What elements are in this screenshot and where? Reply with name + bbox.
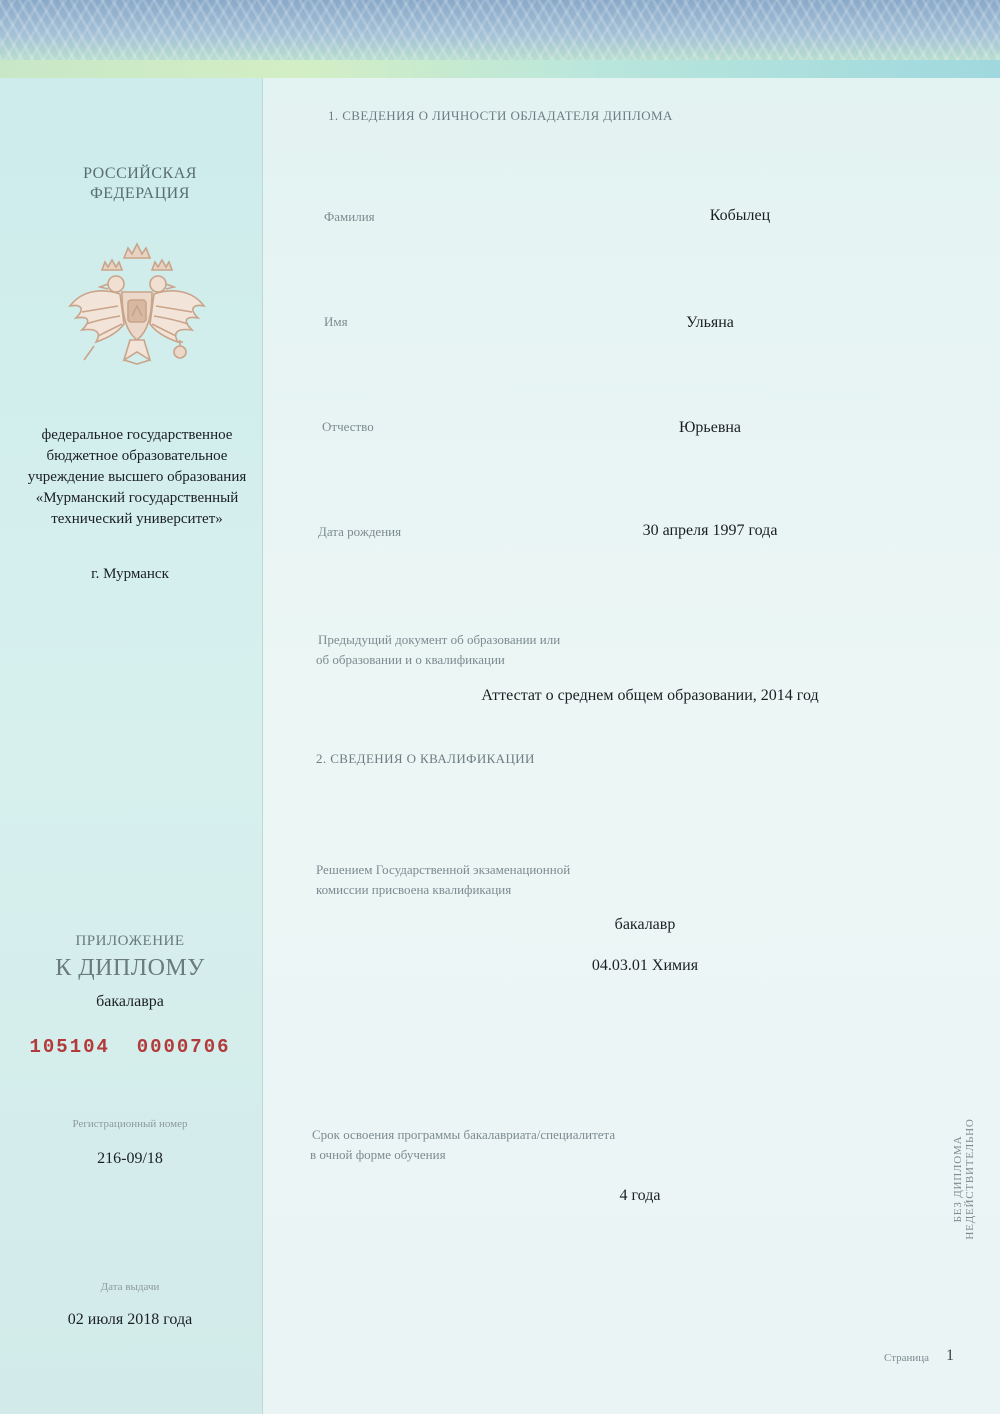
serial-number: 105104 0000706 <box>29 1036 231 1058</box>
main-panel <box>263 78 1000 1414</box>
org-line-1: федеральное государственное <box>41 427 233 443</box>
surname-label: Фамилия <box>324 209 375 224</box>
prev-doc-value: Аттестат о среднем общем образовании, 2014 год <box>481 687 819 704</box>
name-value: Ульяна <box>686 314 734 331</box>
country-line-2: ФЕДЕРАЦИЯ <box>90 185 190 202</box>
page-label: Страница <box>884 1352 930 1364</box>
country-title <box>30 164 250 204</box>
surname-value: Кобылец <box>709 207 771 224</box>
name-label: Имя <box>324 314 348 329</box>
term-label-line-2: в очной форме обучения <box>310 1147 446 1162</box>
decision-label-line-2: комиссии присвоена квалификация <box>316 882 512 897</box>
section-1-title: 1. СВЕДЕНИЯ О ЛИЧНОСТИ ОБЛАДАТЕЛЯ ДИПЛОМА <box>328 108 673 123</box>
decision-label-line-1: Решением Государственной экзаменационной <box>316 862 571 877</box>
term-value: 4 года <box>619 1187 661 1204</box>
issue-date: 02 июля 2018 года <box>67 1311 193 1328</box>
patronymic-label: Отчество <box>322 419 374 434</box>
issue-date-label: Дата выдачи <box>100 1281 160 1293</box>
qualification-value: бакалавр <box>614 916 676 933</box>
birth-date-value: 30 апреля 1997 года <box>642 522 778 539</box>
org-line-5: технический университет» <box>51 511 223 527</box>
term-label-line-1: Срок освоения программы бакалавриата/специалитета <box>312 1127 616 1142</box>
validity-note: БЕЗ ДИПЛОМА НЕДЕЙСТВИТЕЛЬНО <box>952 1118 976 1240</box>
org-line-2: бюджетное образовательное <box>46 448 228 464</box>
russian-coat-of-arms-icon <box>62 228 212 378</box>
prev-doc-label-line-1: Предыдущий документ об образовании или <box>318 632 561 647</box>
org-line-3: учреждение высшего образования <box>27 469 247 485</box>
organization-name <box>8 425 266 530</box>
birth-date-label: Дата рождения <box>318 524 402 539</box>
to-diploma-title: К ДИПЛОМУ <box>55 955 205 981</box>
section-2-title: 2. СВЕДЕНИЯ О КВАЛИФИКАЦИИ <box>316 751 535 766</box>
city: г. Мурманск <box>91 566 169 582</box>
degree-level: бакалавра <box>96 993 164 1010</box>
prev-doc-label-line-2: об образовании и о квалификации <box>316 652 505 667</box>
org-line-4: «Мурманский государственный <box>35 490 239 506</box>
page-number: 1 <box>946 1347 954 1364</box>
appendix-title: ПРИЛОЖЕНИЕ <box>75 933 185 949</box>
specialty-value: 04.03.01 Химия <box>591 957 699 974</box>
country-line-1: РОССИЙСКАЯ <box>83 165 197 182</box>
guilloche-top-band <box>0 0 1000 78</box>
reg-number-label: Регистрационный номер <box>72 1118 188 1130</box>
patronymic-value: Юрьевна <box>678 419 742 436</box>
reg-number: 216-09/18 <box>97 1150 163 1167</box>
